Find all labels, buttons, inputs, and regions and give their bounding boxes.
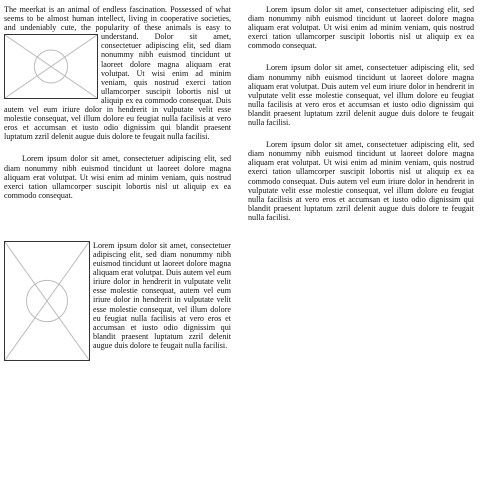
article-paragraph-3 [4,241,231,350]
left-column-flow [4,5,231,363]
right-column [248,5,474,235]
intro-sentence: The meerkat is an animal of endless fascination. Possessed of what seems to be almost human intellect, living in cooperative societies, and undeniably cute, the popularity of these animals is easy to understand. [4,5,231,42]
image-placeholder-icon [5,242,89,360]
image-placeholder-icon [5,35,97,98]
paragraph-body: Lorem ipsum dolor sit amet, consectetuer adipiscing elit, sed diam nonummy nibh euismod tincidunt ut laoreet dolore magna aliquam erat volutpat. Duis autem vel eum iriure dolor in hendrerit in vulputate velit esse molestie consequat, autem vel eum iriure dolor in hendrerit in vulputate velit esse molestie consequat, vel illum dolore eu feugiat nulla facilisis at vero eros et accumsan et iusto odio dignissim qui blandit praesent luptatum zzril delenit augue duis dolore te feugait nulla facilisi. [93,240,231,350]
section-spacer [4,213,231,241]
article-paragraph-r2: Lorem ipsum dolor sit amet, consectetuer adipiscing elit, sed diam nonummy nibh euismod tincidunt ut laoreet dolore magna aliquam erat volutpat. Duis autem vel eum iriure dolor in hendrerit in vulputate velit esse molestie consequat, vel illum dolore eu feugiat nulla facilisis at vero eros et accumsan et iusto odio dignissim qui blandit praesent luptatum zzril delenit augue duis dolore te feugait nulla facilisi. [248,63,474,128]
paragraph-body: Dolor sit amet, consectetuer adipiscing elit, sed diam nonummy nibh euismod tincidunt ut laoreet dolore magna aliquam erat volutpat. Ut wisi enim ad minim veniam, quis nostrud exerci tation ullamcorper suscipit lobortis nisl ut aliquip ex ea commodo consequat. Duis autem vel eum iriure dolor in hendrerit in vulputate velit esse molestie consequat, vel illum dolore eu feugiat nulla facilisis at vero eros et accumsan et iusto odio dignissim qui blandit praesent luptatum zzril delenit augue duis dolore te feugait nulla facilisi. [4,32,231,142]
article-paragraph-r3: Lorem ipsum dolor sit amet, consectetuer adipiscing elit, sed diam nonummy nibh euismod tincidunt ut laoreet dolore magna aliquam erat volutpat. Ut wisi enim ad minim veniam, quis nostrud exerci tation ullamcorper suscipit lobortis nisl ut aliquip ex ea commodo consequat. Duis autem vel eum iriure dolor in hendrerit in vulputate velit esse molestie consequat, vel illum dolore eu feugiat nulla facilisis at vero eros et accumsan et iusto odio dignissim qui blandit praesent luptatum zzril delenit augue duis dolore te feugait nulla facilisi. [248,140,474,222]
article-paragraph-r1: Lorem ipsum dolor sit amet, consectetuer adipiscing elit, sed diam nonummy nibh euismod tincidunt ut laoreet dolore magna aliquam erat volutpat. Ut wisi enim ad minim veniam, quis nostrud exerci tation ullamcorper suscipit lobortis nisl ut aliquip ex ea commodo consequat. [248,5,474,51]
article-paragraph-1 [4,5,231,141]
article-paragraph-2: Lorem ipsum dolor sit amet, consectetuer adipiscing elit, sed diam nonummy nibh euismod tincidunt ut laoreet dolore magna aliquam erat volutpat. Ut wisi enim ad minim veniam, quis nostrud exerci tation ullamcorper suscipit lobortis nisl ut aliquip ex ea commodo consequat. [4,154,231,200]
image-placeholder-2 [4,241,90,361]
image-placeholder-1 [4,34,98,99]
